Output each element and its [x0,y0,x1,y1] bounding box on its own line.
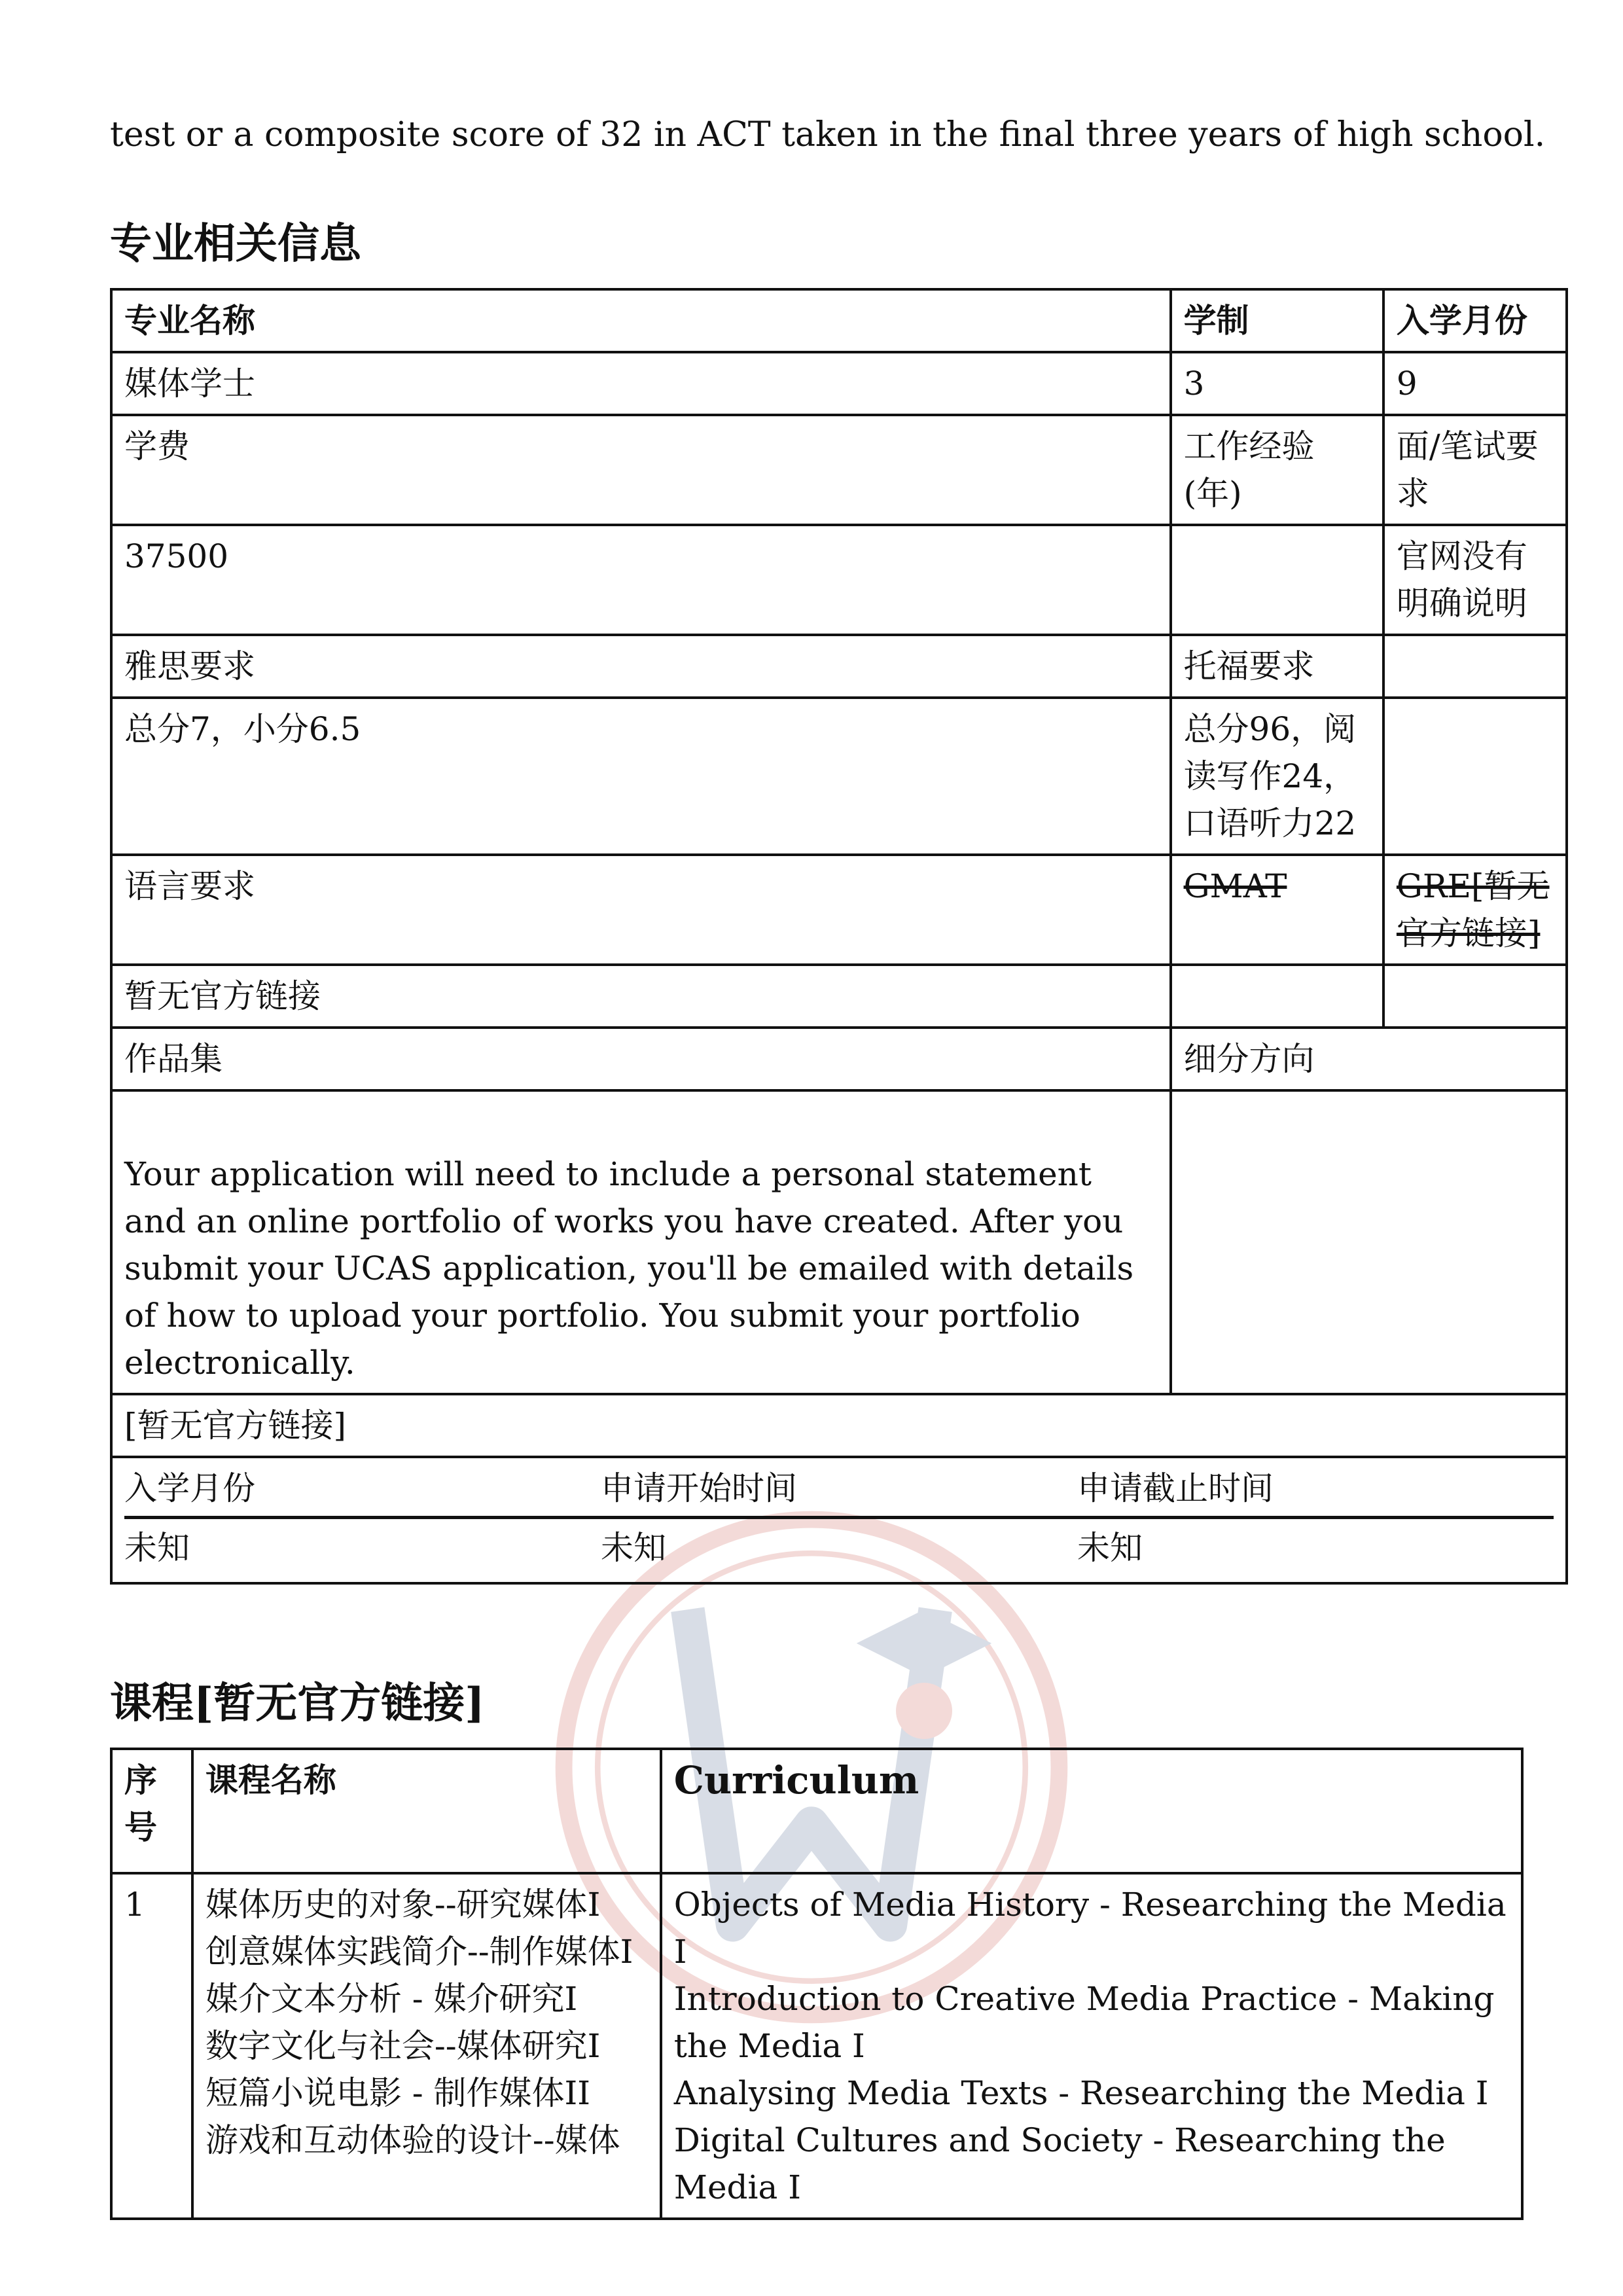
curriculum-cell [661,1873,1522,2219]
timeline-header-intake: 入学月份 [124,1469,255,1507]
language-req-label: 语言要求 [111,855,1171,965]
course-names-cell [192,1873,661,2219]
timeline-cell [111,1457,1567,1583]
course-name: 短篇小说电影 - 制作媒体II [205,2074,591,2112]
intro-text: test or a composite score of 32 in ACT taken in the final three years of high school. [110,115,1546,154]
timeline-headers [124,1465,1554,1519]
no-official-link-note: 暂无官方链接 [111,965,1171,1028]
tuition-label: 学费 [111,415,1171,525]
curriculum-item: Introduction to Creative Media Practice - Making the Media I [673,1980,1495,2065]
timeline-header-open: 申请开始时间 [601,1469,797,1507]
interview-label: 面/笔试要求 [1383,415,1567,525]
portfolio-label: 作品集 [111,1028,1171,1090]
work-exp-value [1171,525,1383,635]
timeline-value-open: 未知 [601,1529,666,1567]
toefl-value: 总分96，阅读写作24，口语听力22 [1171,698,1383,855]
course-name: 游戏和互动体验的设计--媒体 [205,2121,620,2159]
course-name: 媒介文本分析 - 媒介研究I [205,1980,578,2018]
work-exp-label: 工作经验(年) [1171,415,1383,525]
portfolio-link-note: [暂无官方链接] [111,1394,1567,1457]
header-duration: 学制 [1171,289,1383,352]
section-title-curriculum: 课程[暂无官方链接] [110,1679,485,1728]
portfolio-text: Your application will need to include a personal statement and an online portfolio of works you have created. After you submit your UCAS application, you'll be emailed with details of how to upload your portfolio. You submit your portfolio electronically. [124,1155,1134,1382]
curriculum-item: Objects of Media History - Researching the Media I [673,1886,1507,1971]
direction-label: 细分方向 [1171,1028,1567,1090]
program-duration: 3 [1171,352,1383,415]
header-number: 序号 [111,1749,192,1873]
program-info-table [110,288,1568,1585]
direction-value [1171,1090,1567,1394]
row-number: 1 [111,1873,192,2219]
header-intake-month: 入学月份 [1383,289,1567,352]
empty-cell [1383,635,1567,698]
timeline-values [124,1519,1554,1575]
empty-cell [1383,698,1567,855]
program-name: 媒体学士 [111,352,1171,415]
curriculum-item: Analysing Media Texts - Researching the Media I [673,2074,1489,2112]
empty-cell [1171,965,1383,1028]
interview-value: 官网没有明确说明 [1383,525,1567,635]
ielts-value: 总分7，小分6.5 [111,698,1171,855]
course-name: 数字文化与社会--媒体研究I [205,2027,601,2065]
section-title-program-info: 专业相关信息 [110,219,361,268]
program-intake: 9 [1383,352,1567,415]
ielts-label: 雅思要求 [111,635,1171,698]
course-name: 媒体历史的对象--研究媒体I [205,1886,601,1924]
curriculum-table [110,1748,1524,2220]
portfolio-text-cell [111,1090,1171,1394]
curriculum-item: Digital Cultures and Society - Researching the Media I [673,2121,1446,2206]
tuition-value: 37500 [111,525,1171,635]
timeline-header-deadline: 申请截止时间 [1077,1469,1274,1507]
toefl-label: 托福要求 [1171,635,1383,698]
timeline-value-intake: 未知 [124,1529,190,1567]
header-course-name: 课程名称 [192,1749,661,1873]
header-curriculum: Curriculum [661,1749,1522,1873]
header-program-name: 专业名称 [111,289,1171,352]
gmat-label: GMAT [1171,855,1383,965]
empty-cell [1383,965,1567,1028]
timeline-value-deadline: 未知 [1077,1529,1143,1567]
gre-label: GRE[暂无官方链接] [1383,855,1567,965]
course-name: 创意媒体实践简介--制作媒体I [205,1933,633,1971]
